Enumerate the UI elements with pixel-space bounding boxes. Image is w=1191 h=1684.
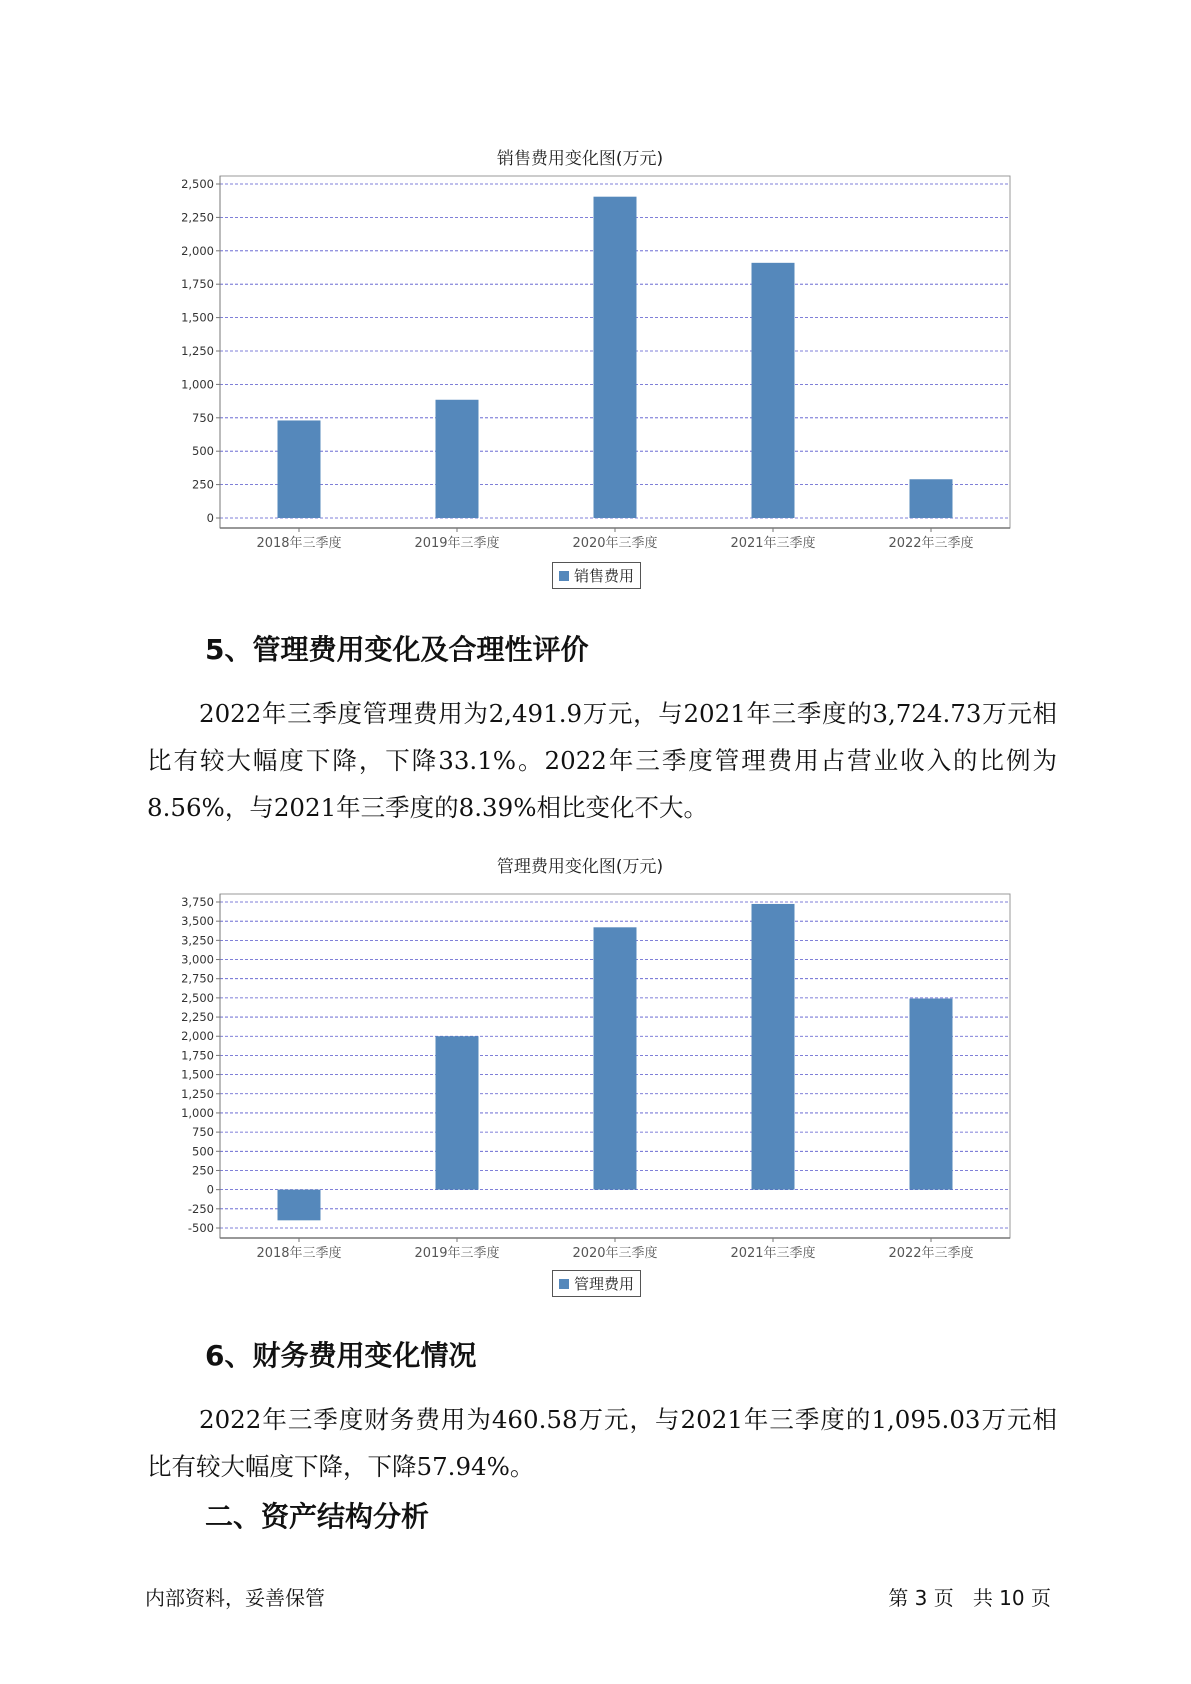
- y-tick-label: 1,000: [181, 1105, 214, 1120]
- y-tick-label: 2,250: [181, 210, 214, 225]
- y-tick-label: -250: [187, 1201, 214, 1216]
- footer-confidential: 内部资料，妥善保管: [145, 1586, 325, 1610]
- x-tick-label: 2020年三季度: [572, 536, 658, 551]
- y-tick-label: 750: [192, 410, 214, 425]
- bar: [436, 1036, 479, 1189]
- sales-expense-chart: [150, 138, 1010, 598]
- bar: [752, 904, 795, 1190]
- x-tick-label: 2018年三季度: [256, 1246, 342, 1261]
- y-tick-label: 2,500: [181, 990, 214, 1005]
- legend-label: 管理费用: [574, 1275, 635, 1293]
- admin-expense-chart: [150, 846, 1010, 1306]
- y-tick-label: 500: [192, 444, 214, 459]
- y-tick-label: 0: [206, 1182, 214, 1197]
- bar: [594, 927, 637, 1189]
- y-tick-label: 3,250: [181, 933, 214, 948]
- section-6-paragraph: 2022年三季度财务费用为460.58万元，与2021年三季度的1,095.03万元相比有较大幅度下降，下降57.94%。: [147, 1405, 1057, 1481]
- x-tick-label: 2020年三季度: [572, 1246, 658, 1261]
- admin-expense-chart-svg: [150, 846, 1010, 1306]
- section-5-paragraph: 2022年三季度管理费用为2,491.9万元，与2021年三季度的3,724.73万元相比有较大幅度下降，下降33.1%。2022年三季度管理费用占营业收入的比例为8.56%，与2021年三季度的8.39%相比变化不大。: [147, 699, 1057, 822]
- bar: [278, 1190, 321, 1221]
- y-tick-label: 1,750: [181, 1048, 214, 1063]
- bar: [278, 420, 321, 518]
- y-tick-label: 0: [206, 511, 214, 525]
- y-tick-label: 1,250: [181, 1086, 214, 1101]
- x-tick-label: 2021年三季度: [730, 1246, 816, 1261]
- sales-expense-chart-svg: [150, 138, 1010, 598]
- chart-legend: [552, 562, 641, 589]
- footer-page-number: 第 3 页 共 10 页: [888, 1586, 1051, 1610]
- x-tick-label: 2019年三季度: [414, 1246, 500, 1261]
- y-tick-label: 3,750: [181, 895, 214, 909]
- y-tick-label: -500: [187, 1221, 214, 1235]
- chart-title: 管理费用变化图(万元): [496, 857, 664, 877]
- x-tick-label: 2022年三季度: [888, 536, 974, 551]
- y-tick-label: 1,750: [181, 277, 214, 292]
- x-tick-label: 2022年三季度: [888, 1246, 974, 1261]
- x-tick-label: 2021年三季度: [730, 536, 816, 551]
- y-tick-label: 1,250: [181, 344, 214, 358]
- y-tick-label: 2,250: [181, 1010, 214, 1025]
- y-tick-label: 2,500: [181, 177, 214, 191]
- section-assets-heading: 二、资产结构分析: [205, 1500, 430, 1533]
- bar: [910, 999, 953, 1190]
- bar: [436, 400, 479, 518]
- y-tick-label: 250: [192, 1163, 214, 1178]
- legend-label: 销售费用: [574, 567, 635, 585]
- y-tick-label: 2,750: [181, 971, 214, 986]
- y-tick-label: 500: [192, 1144, 214, 1159]
- x-tick-label: 2018年三季度: [256, 536, 342, 551]
- y-tick-label: 750: [192, 1125, 214, 1140]
- legend-swatch: [559, 571, 569, 581]
- bar: [752, 263, 795, 518]
- y-tick-label: 1,500: [181, 310, 214, 325]
- section-6-heading: 6、财务费用变化情况: [205, 1339, 477, 1372]
- bar: [594, 197, 637, 518]
- y-tick-label: 3,500: [181, 914, 214, 929]
- y-tick-label: 2,000: [181, 1029, 214, 1044]
- y-tick-label: 1,500: [181, 1067, 214, 1082]
- y-tick-label: 2,000: [181, 243, 214, 258]
- bar: [910, 479, 953, 518]
- y-tick-label: 1,000: [181, 377, 214, 392]
- chart-legend: [552, 1270, 641, 1297]
- chart-title: 销售费用变化图(万元): [496, 149, 664, 169]
- y-tick-label: 3,000: [181, 952, 214, 967]
- x-tick-label: 2019年三季度: [414, 536, 500, 551]
- y-tick-label: 250: [192, 477, 214, 492]
- section-5-heading: 5、管理费用变化及合理性评价: [205, 633, 589, 666]
- legend-swatch: [559, 1279, 569, 1289]
